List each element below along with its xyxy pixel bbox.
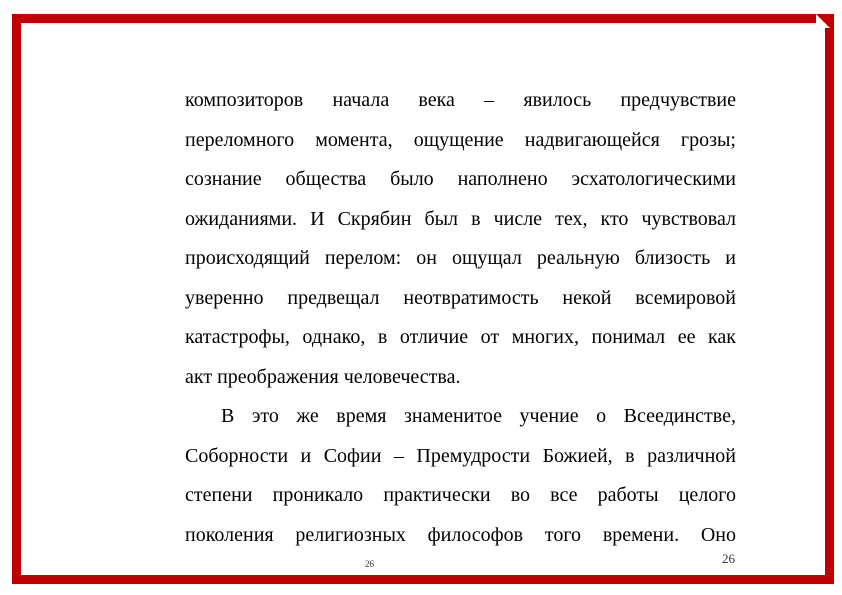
text-line: степени проникало практически во все работы целого <box>185 484 736 506</box>
frame-corner-decoration <box>816 14 830 28</box>
text-line: акт преображения человечества. <box>185 365 461 388</box>
paragraph-1 <box>185 84 736 400</box>
text-line: сознание общества было наполнено эсхатологическими <box>185 168 736 190</box>
text-line: композиторов начала века – явилось предчувствие <box>185 89 736 111</box>
text-line: происходящий перелом: он ощущал реальную близость и <box>185 247 736 269</box>
text-line: Соборности и Софии – Премудрости Божией, в различной <box>185 444 736 467</box>
text-line: переломного момента, ощущение надвигающейся грозы; <box>185 128 736 151</box>
page-number-small: 26 <box>365 559 374 569</box>
text-line: поколения религиозных философов того времени. Оно <box>185 523 736 546</box>
page-number: 26 <box>722 551 735 566</box>
text-line: катастрофы, однако, в отличие от многих, понимал ее как <box>185 326 736 348</box>
paragraph-2 <box>185 400 736 558</box>
text-line: ожиданиями. И Скрябин был в числе тех, кто чувствовал <box>185 207 736 230</box>
text-line: В это же время знаменитое учение о Всеединстве, <box>221 405 736 427</box>
body-text <box>185 84 736 558</box>
text-line: уверенно предвещал неотвратимость некой всемировой <box>185 286 736 309</box>
